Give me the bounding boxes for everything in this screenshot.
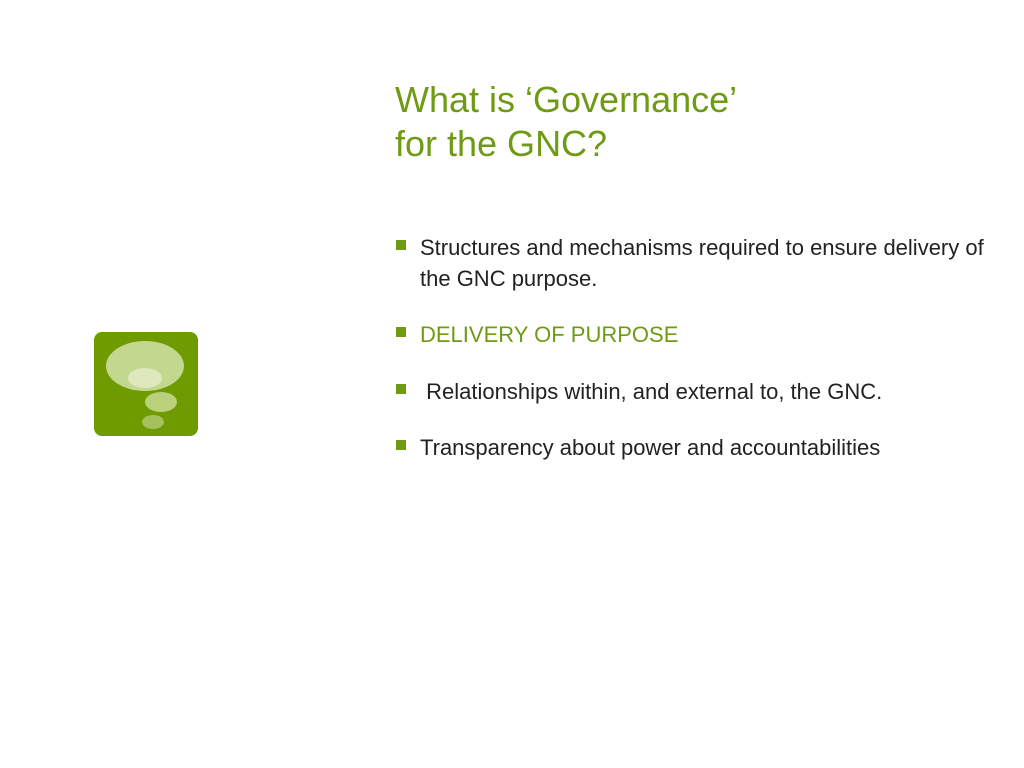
bullet-text: Structures and mechanisms required to ensure delivery of the GNC purpose. xyxy=(420,235,990,291)
bullet-square-icon xyxy=(396,240,406,250)
bullet-text: Relationships within, and external to, the GNC. xyxy=(420,379,883,404)
bullet-text: Transparency about power and accountabilities xyxy=(420,435,881,460)
bullet-square-icon xyxy=(396,327,406,337)
bullet-item xyxy=(396,232,996,294)
thought-bubble-icon xyxy=(94,332,198,436)
bullet-item xyxy=(396,376,996,407)
title-line-1: What is ‘Governance’ xyxy=(395,79,738,120)
bullet-item xyxy=(396,319,996,350)
bullet-item xyxy=(396,432,996,463)
bullet-square-icon xyxy=(396,440,406,450)
bullet-list xyxy=(396,232,996,463)
bullet-square-icon xyxy=(396,384,406,394)
bullet-text: DELIVERY OF PURPOSE xyxy=(420,322,679,347)
title-line-2: for the GNC? xyxy=(395,123,608,164)
slide-title xyxy=(395,78,995,166)
